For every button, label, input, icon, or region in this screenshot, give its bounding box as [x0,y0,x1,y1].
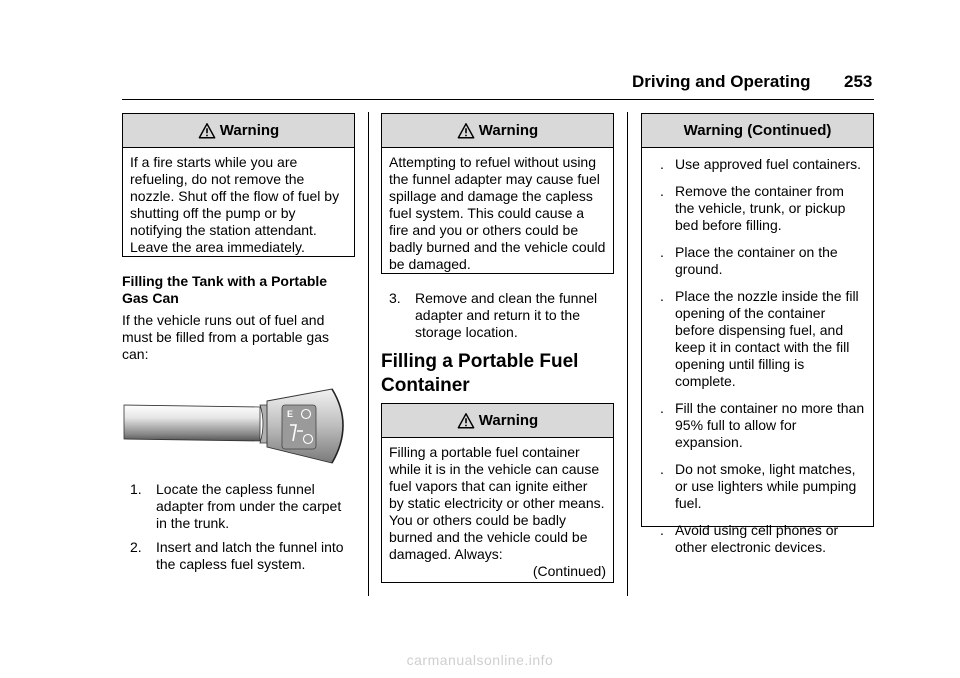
steps-list-1 [130,481,355,573]
step-text: Remove and clean the funnel adapter and return it to the storage location. [415,290,598,340]
bullet-text: Use approved fuel containers. [675,156,861,172]
bullet-symbol: . [660,288,664,304]
bullet-symbol: . [660,522,664,538]
list-item [649,156,866,173]
step-text: Locate the capless funnel adapter from under the carpet in the trunk. [156,481,342,531]
bullet-symbol: . [660,183,664,199]
funnel-adapter-illustration [122,385,352,467]
list-item [649,244,866,278]
column-divider-2 [627,112,628,596]
bullet-text: Remove the container from the vehicle, trunk, or pickup bed before filling. [675,183,846,233]
steps-list-2 [389,290,611,341]
step-number: 1. [130,481,142,497]
warning-text: If a fire starts while you are refueling, do not remove the nozzle. Shut off the flow of fuel by shutting off the pump or by notifying the station attendant. Leave the area immediately. [130,154,340,255]
site-watermark: carmanualsonline.info [406,652,554,668]
warning-header [123,114,354,148]
bullet-text: Fill the container no more than 95% full to allow for expansion. [675,400,865,450]
warning-header [382,114,613,148]
step-number: 3. [389,290,401,306]
warning-header [382,404,613,438]
bullet-symbol: . [660,400,664,416]
subheading-portable-gas-can: Filling the Tank with a Portable Gas Can [122,273,328,306]
header-rule [122,99,874,100]
list-item [389,290,611,341]
page-number: 253 [844,72,873,91]
page-section-title: Driving and Operating [632,72,811,91]
svg-text:E: E [287,409,294,419]
warning-box-funnel [381,113,614,274]
list-item [649,183,866,234]
warning-body [642,148,873,562]
section-title: Filling a Portable Fuel Container [381,351,579,396]
warning-triangle-icon [457,122,475,140]
warning-triangle-icon [457,412,475,430]
step-number: 2. [130,539,142,555]
bullet-text: Place the container on the ground. [675,244,838,277]
list-item [649,522,866,556]
warning-body [382,148,613,279]
list-item [130,481,355,532]
bullet-text: Place the nozzle inside the fill opening of the container before dispensing fuel, and keep it in contact with the fill opening until filling is complete. [675,288,859,389]
warning-title: Warning (Continued) [683,122,832,139]
step-text: Insert and latch the funnel into the capless fuel system. [156,539,344,572]
warning-triangle-icon [198,122,216,140]
warning-title: Warning [219,122,280,139]
warning-body [123,148,354,262]
intro-paragraph: If the vehicle runs out of fuel and must be filled from a portable gas can: [122,312,329,362]
warning-text: Filling a portable fuel container while it is in the vehicle can cause fuel vapors that can ignite either by static electricity or other means. You or others could be badly burned and the vehicle could be damaged. Always: [389,444,605,562]
warning-box-portable-container [381,403,614,583]
warning-body [382,438,613,586]
list-item [130,539,355,573]
warning-title: Warning [478,122,539,139]
warning-header [642,114,873,148]
bullet-text: Do not smoke, light matches, or use lighters while pumping fuel. [675,461,857,511]
list-item [649,461,866,512]
list-item [649,400,866,451]
list-item [649,288,866,390]
bullet-text: Avoid using cell phones or other electronic devices. [675,522,839,555]
bullet-symbol: . [660,461,664,477]
continued-label: (Continued) [532,563,606,579]
warning-box-continued [641,113,874,555]
bullet-symbol: . [660,244,664,260]
warning-bullet-list [649,156,866,556]
warning-box-fire [122,113,355,257]
warning-title: Warning [478,412,539,429]
bullet-symbol: . [660,156,664,172]
column-divider-1 [368,112,369,596]
warning-text: Attempting to refuel without using the funnel adapter may cause fuel spillage and damage the capless fuel system. This could cause a fire and you or others could be badly burned and the vehicle could be damaged. [389,154,606,272]
